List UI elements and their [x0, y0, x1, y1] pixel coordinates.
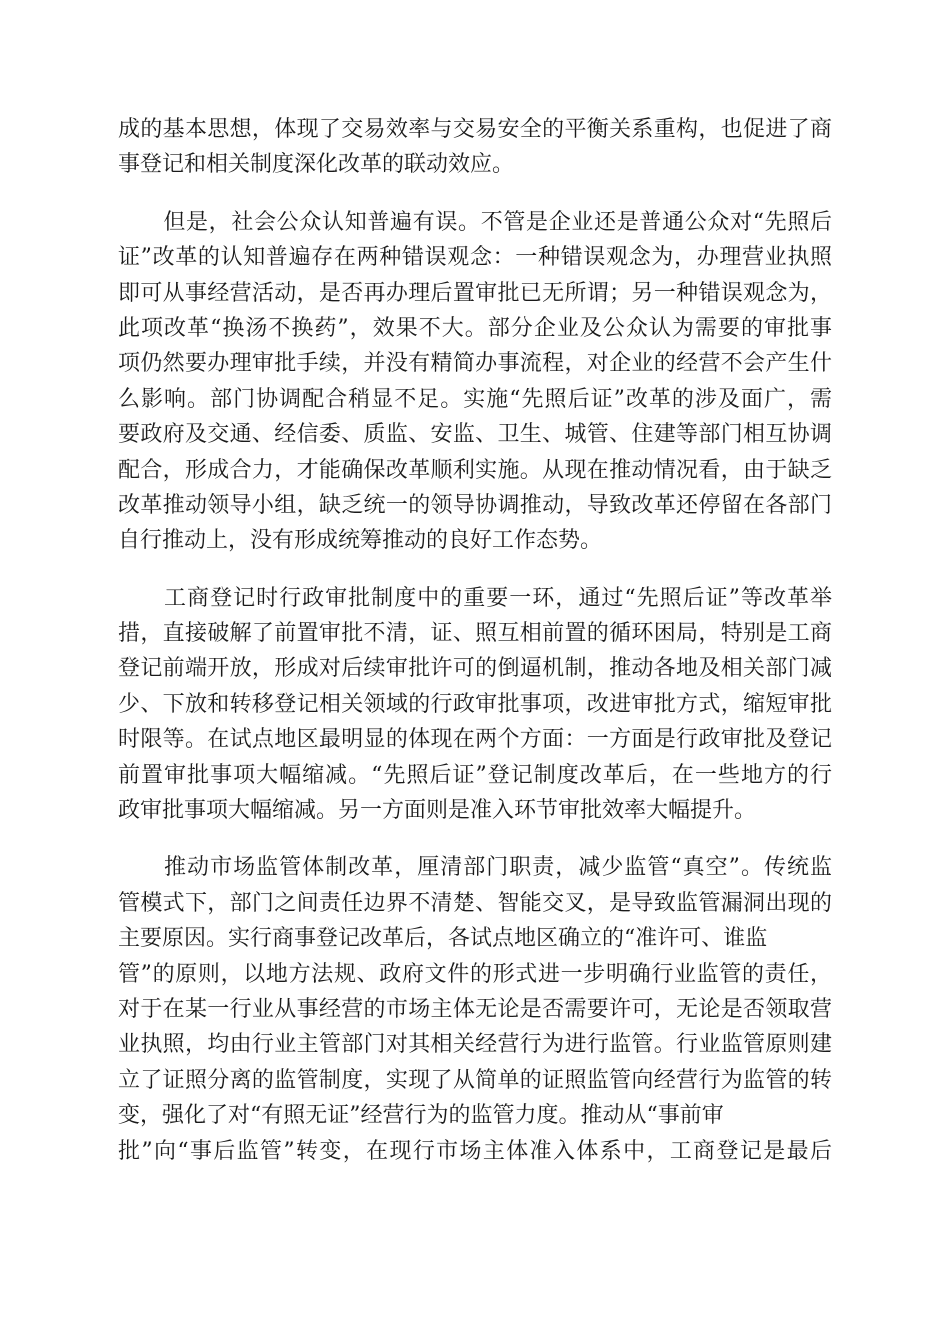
document-body	[118, 112, 832, 1191]
text-line: 但是，社会公众认知普遍有误。不管是企业还是普通公众对“先照后	[118, 209, 832, 235]
text-line: 即可从事经营活动，是否再办理后置审批已无所谓；另一种错误观念为，	[118, 280, 832, 306]
paragraph-3	[118, 581, 832, 829]
text-line: 主要原因。实行商事登记改革后，各试点地区确立的“准许可、谁监	[118, 926, 768, 952]
text-line: 此项改革“换汤不换药”，效果不大。部分企业及公众认为需要的审批事	[118, 315, 832, 341]
text-line: 管”的原则，以地方法规、政府文件的形式进一步明确行业监管的责任，	[118, 961, 832, 987]
text-line: 立了证照分离的监管制度，实现了从简单的证照监管向经营行为监管的转	[118, 1067, 832, 1093]
text-line: 登记前端开放，形成对后续审批许可的倒逼机制，推动各地及相关部门减	[118, 656, 832, 682]
paragraph-4	[118, 850, 832, 1169]
text-line: 措，直接破解了前置审批不清，证、照互相前置的循环困局，特别是工商	[118, 621, 832, 647]
text-line: 推动市场监管体制改革，厘清部门职责，减少监管“真空”。传统监	[118, 855, 832, 881]
text-line: 业执照，均由行业主管部门对其相关经营行为进行监管。行业监管原则建	[118, 1032, 832, 1058]
paragraph-2	[118, 205, 832, 559]
text-line: 项仍然要办理审批手续，并没有精简办事流程，对企业的经营不会产生什	[118, 351, 832, 377]
text-line: 成的基本思想，体现了交易效率与交易安全的平衡关系重构，也促进了商	[118, 117, 832, 142]
paragraph-1	[118, 112, 832, 183]
text-line: 工商登记时行政审批制度中的重要一环，通过“先照后证”等改革举	[118, 585, 832, 611]
text-line: 配合，形成合力，才能确保改革顺利实施。从现在推动情况看，由于缺乏	[118, 457, 832, 483]
text-line: 前置审批事项大幅缩减。“先照后证”登记制度改革后，在一些地方的行	[118, 762, 832, 788]
text-line: 批”向“事后监管”转变，在现行市场主体准入体系中，工商登记是最后	[118, 1138, 832, 1164]
text-line: 少、下放和转移登记相关领域的行政审批事项，改进审批方式，缩短审批	[118, 691, 832, 717]
text-line: 事登记和相关制度深化改革的联动效应。	[118, 152, 515, 178]
text-line: 改革推动领导小组，缺乏统一的领导协调推动，导致改革还停留在各部门	[118, 492, 832, 518]
text-line: 要政府及交通、经信委、质监、安监、卫生、城管、住建等部门相互协调	[118, 422, 832, 448]
text-line: 时限等。在试点地区最明显的体现在两个方面：一方面是行政审批及登记	[118, 727, 832, 753]
text-line: 么影响。部门协调配合稍显不足。实施“先照后证”改革的涉及面广，需	[118, 386, 832, 412]
text-line: 管模式下，部门之间责任边界不清楚、智能交叉，是导致监管漏洞出现的	[118, 890, 832, 916]
text-line: 对于在某一行业从事经营的市场主体无论是否需要许可，无论是否领取营	[118, 996, 832, 1022]
text-line: 自行推动上，没有形成统筹推动的良好工作态势。	[118, 528, 603, 554]
text-line: 证”改革的认知普遍存在两种错误观念：一种错误观念为，办理营业执照	[118, 245, 832, 271]
text-line: 变，强化了对“有照无证”经营行为的监管力度。推动从“事前审	[118, 1103, 724, 1129]
text-line: 政审批事项大幅缩减。另一方面则是准入环节审批效率大幅提升。	[118, 798, 757, 824]
